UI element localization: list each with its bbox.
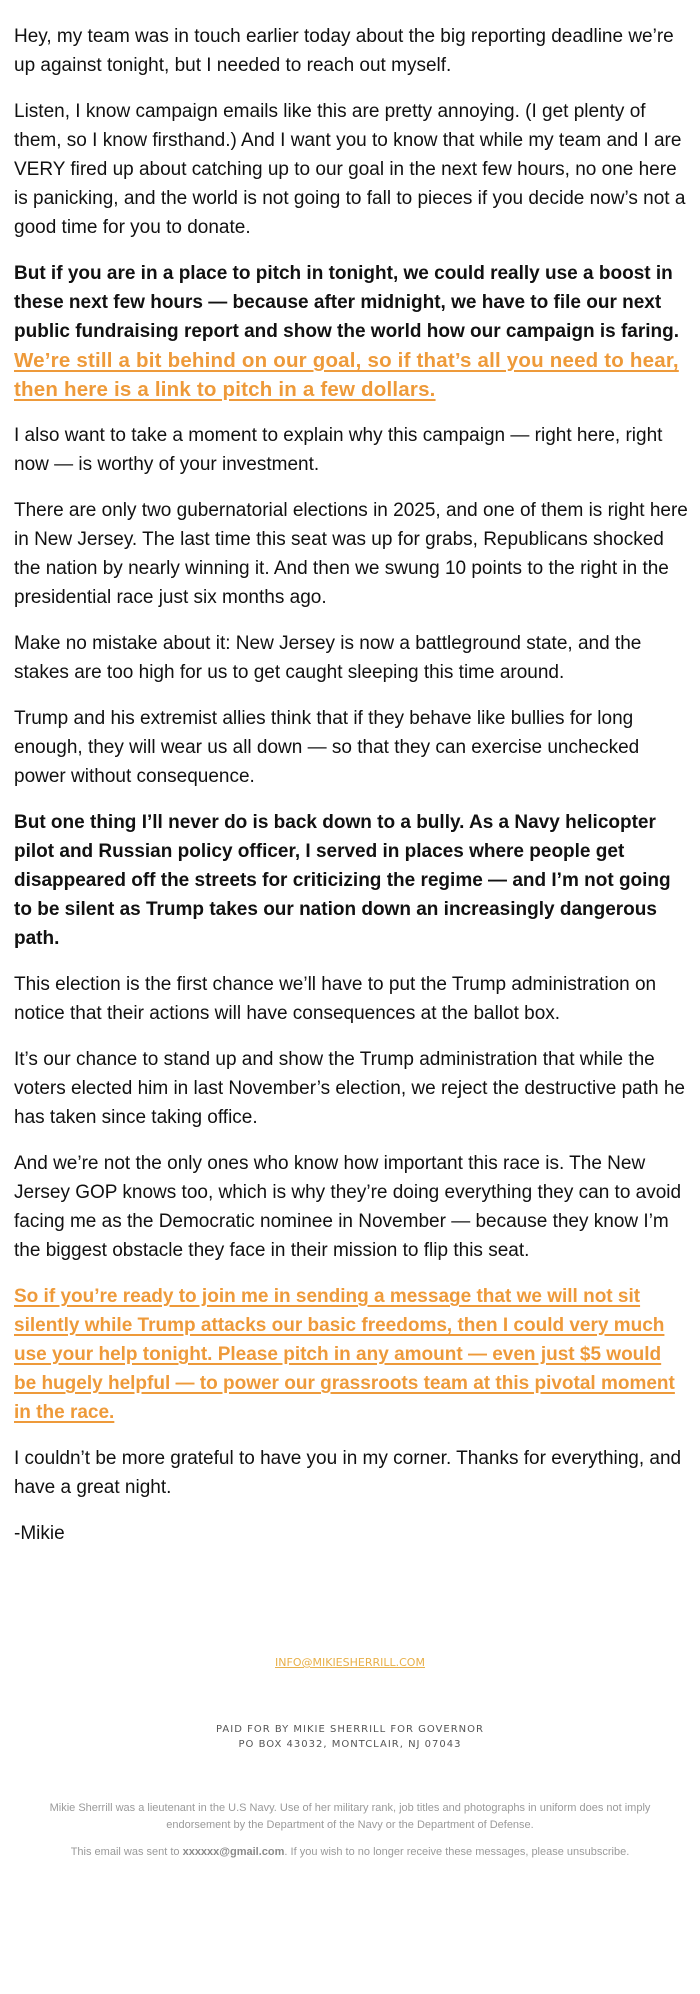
paragraph-intro: Hey, my team was in touch earlier today about the big reporting deadline we’re up against tonight, but I needed to reach out myself.: [14, 26, 674, 76]
bold-paragraph-navy: But one thing I’ll never do is back down to a bully. As a Navy helicopter pilot and Russian policy officer, I served in places where people get disappeared off the streets for criticizing the regime — and I’m not going to be silent as Trump takes our nation down an increasingly dangerous path.: [14, 812, 671, 949]
email-sent-notice: [0, 1846, 700, 1858]
footer-email-link[interactable]: INFO@MIKIESHERRILL.COM: [275, 1656, 425, 1669]
signature: -Mikie: [14, 1523, 65, 1544]
bold-paragraph-deadline: But if you are in a place to pitch in tonight, we could really use a boost in these next few hours — because after midnight, we have to file our next public fundraising report and show the world how our campaign is faring.: [14, 263, 680, 342]
paragraph-battleground: Make no mistake about it: New Jersey is now a battleground state, and the stakes are too high for us to get caught sleeping this time around.: [14, 633, 642, 683]
paid-for-disclaimer: [0, 1722, 700, 1752]
sent-prefix: This email was sent to: [70, 1846, 183, 1858]
paragraph-first-chance: This election is the first chance we’ll have to put the Trump administration on notice that their actions will have consequences at the ballot box.: [14, 974, 657, 1024]
paid-for-line: PAID FOR BY MIKIE SHERRILL FOR GOVERNOR: [216, 1724, 484, 1735]
donate-link-1[interactable]: We’re still a bit behind on our goal, so if that’s all you need to hear, then here is a link to pitch in a few dollars.: [14, 349, 679, 401]
mailing-address: PO BOX 43032, MONTCLAIR, NJ 07043: [238, 1739, 462, 1750]
recipient-address: xxxxxx@gmail.com: [182, 1846, 285, 1858]
donate-link-2[interactable]: So if you’re ready to join me in sending a message that we will not sit silently while Trump attacks our basic freedoms, then I could very much use your help tonight. Please pitch in any amount — even just $5 would be hugely helpful — to power our grassroots team at this pivotal moment in the race.: [14, 1286, 675, 1423]
paragraph-bullies: Trump and his extremist allies think that if they behave like bullies for long enough, they will wear us all down — so that they can exercise unchecked power without consequence.: [14, 708, 640, 787]
paragraph-worthy: I also want to take a moment to explain why this campaign — right here, right now — is worthy of your investment.: [14, 425, 663, 475]
paragraph-gop: And we’re not the only ones who know how important this race is. The New Jersey GOP knows too, which is why they’re doing everything they can to avoid facing me as the Democratic nominee in November — because they know I’m the biggest obstacle they face in their mission to flip this seat.: [14, 1153, 682, 1261]
paragraph-closing: I couldn’t be more grateful to have you in my corner. Thanks for everything, and have a great night.: [14, 1448, 682, 1498]
military-disclaimer: Mikie Sherrill was a lieutenant in the U.S Navy. Use of her military rank, job titles and photographs in uniform does not imply endorsement by the Department of the Navy or the Department of Defense.: [49, 1802, 651, 1831]
paragraph-stand-up: It’s our chance to stand up and show the Trump administration that while the voters elected him in last November’s election, we reject the destructive path he has taken since taking office.: [14, 1049, 685, 1128]
paragraph-elections: There are only two gubernatorial elections in 2025, and one of them is right here in New Jersey. The last time this seat was up for grabs, Republicans shocked the nation by nearly winning it. And then we swung 10 points to the right in the presidential race just six months ago.: [14, 500, 688, 608]
paragraph-annoying: Listen, I know campaign emails like this are pretty annoying. (I get plenty of them, so I know firsthand.) And I want you to know that while my team and I are VERY fired up about catching up to our goal in the next few hours, no one here is panicking, and the world is not going to fall to pieces if you decide now’s not a good time for you to donate.: [14, 101, 686, 238]
sent-suffix: . If you wish to no longer receive these messages, please unsubscribe.: [284, 1846, 630, 1858]
